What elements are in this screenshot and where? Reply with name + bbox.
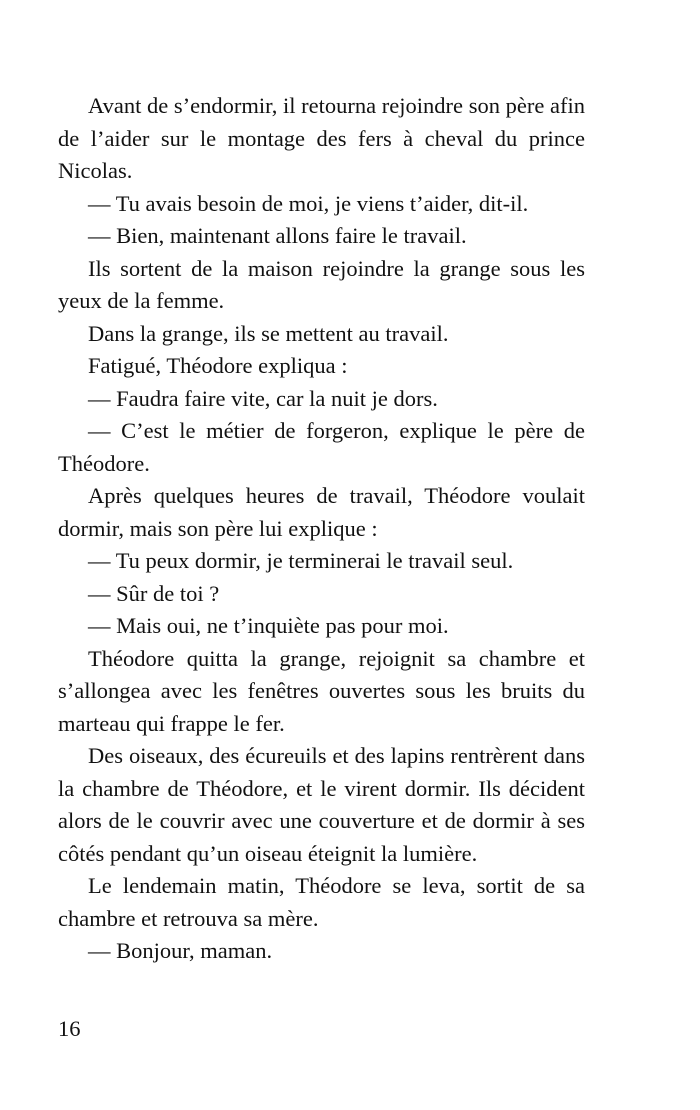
- dialogue-line: — Bien, maintenant allons faire le travail.: [88, 223, 467, 248]
- dialogue-line: — Tu peux dormir, je terminerai le travail seul.: [88, 548, 514, 573]
- dialogue-line: — Mais oui, ne t’inquiète pas pour moi.: [88, 613, 449, 638]
- paragraph: Après quelques heures de travail, Théodore voulait dormir, mais son père lui explique :: [58, 483, 585, 541]
- book-page-text: [58, 90, 585, 968]
- dialogue-line: — C’est le métier de forgeron, explique le père de Théodore.: [58, 418, 585, 476]
- paragraph: Avant de s’endormir, il retourna rejoindre son père afin de l’aider sur le montage des fers à cheval du prince Nicolas.: [58, 93, 585, 183]
- paragraph: Ils sortent de la maison rejoindre la grange sous les yeux de la femme.: [58, 255, 585, 313]
- paragraph: Fatigué, Théodore expliqua :: [88, 353, 348, 378]
- paragraph: Des oiseaux, des écureuils et des lapins rentrèrent dans la chambre de Théodore, et le virent dormir. Ils décident alors de le couvrir avec une couverture et de dormir à ses côtés pendant qu’un oiseau éteignit la lumière.: [58, 743, 585, 866]
- paragraph: Le lendemain matin, Théodore se leva, sortit de sa chambre et retrouva sa mère.: [58, 873, 585, 931]
- dialogue-line: — Faudra faire vite, car la nuit je dors.: [88, 385, 438, 411]
- page-number: 16: [58, 1016, 81, 1041]
- paragraph: Dans la grange, ils se mettent au travail.: [88, 320, 449, 346]
- dialogue-line: — Tu avais besoin de moi, je viens t’aider, dit-il.: [88, 190, 529, 216]
- dialogue-line: — Sûr de toi ?: [88, 580, 220, 606]
- dialogue-line: — Bonjour, maman.: [88, 938, 273, 963]
- paragraph: Théodore quitta la grange, rejoignit sa chambre et s’allongea avec les fenêtres ouvertes sous les bruits du marteau qui frappe le fer.: [58, 645, 585, 736]
